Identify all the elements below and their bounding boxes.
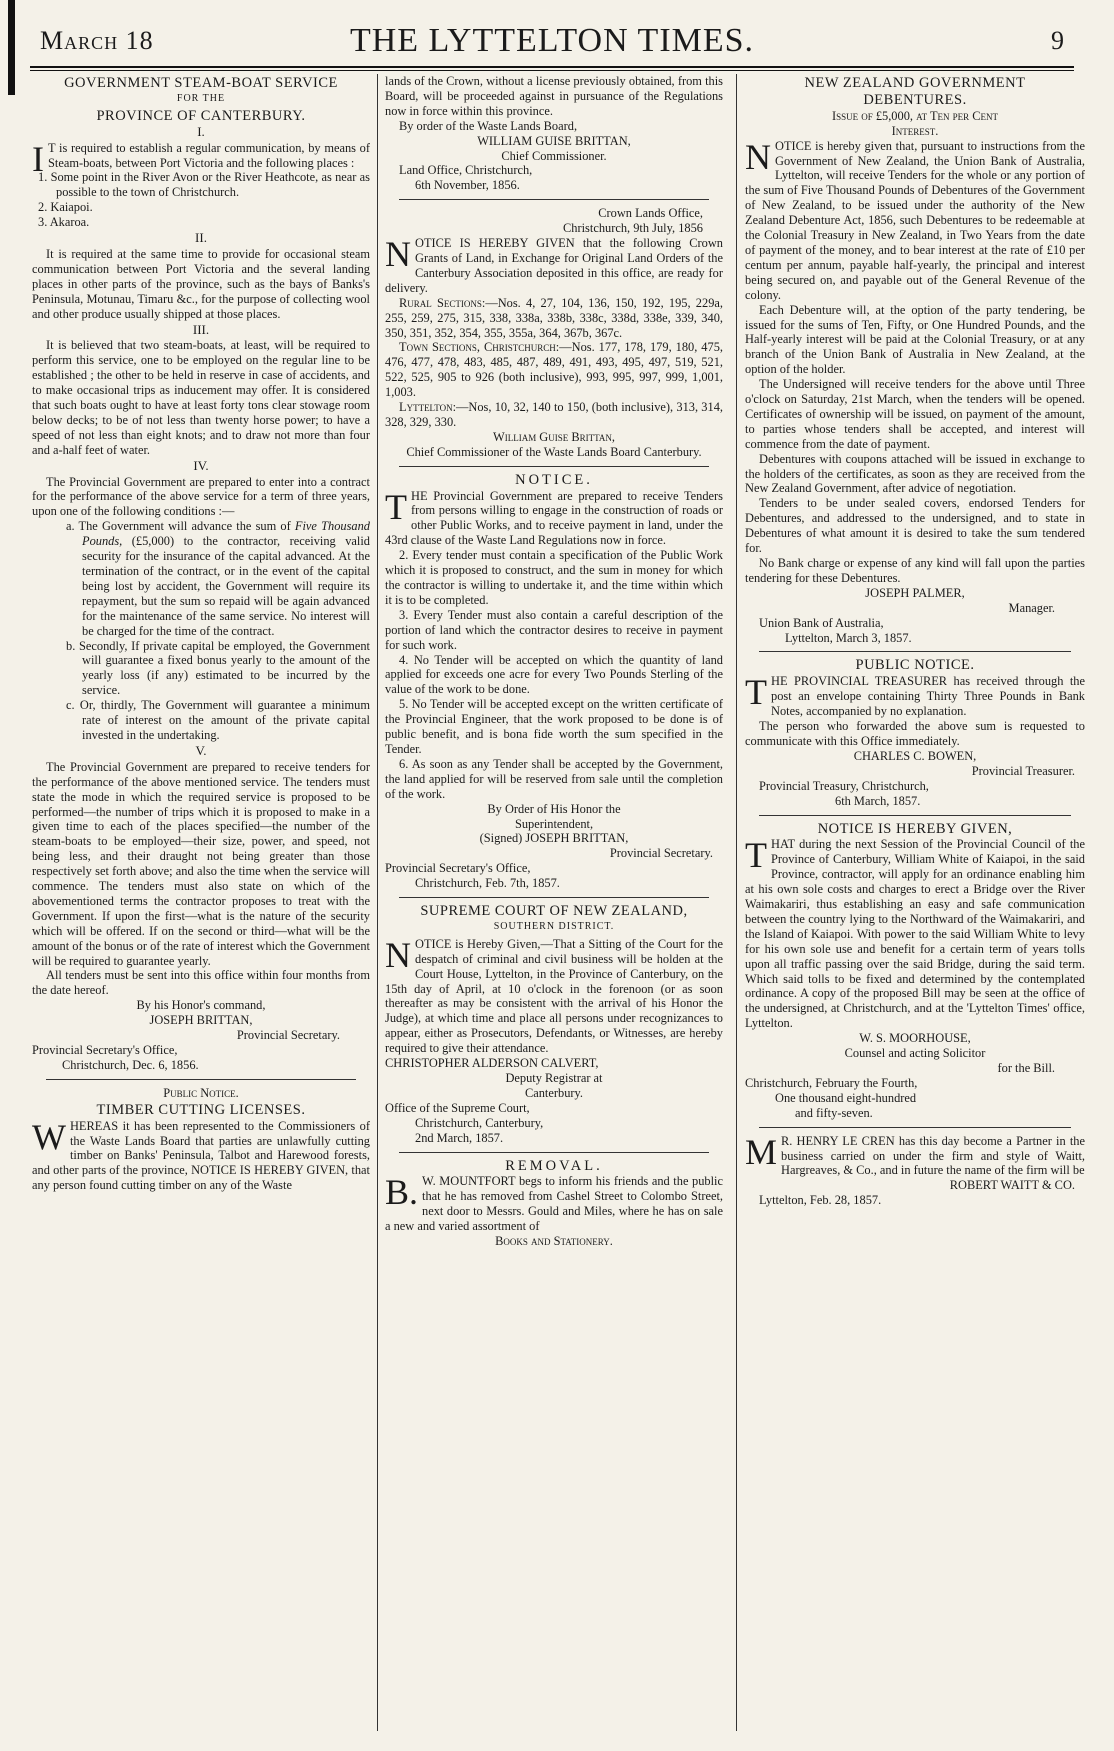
supreme-court-notice — [385, 904, 723, 1146]
date-line: 6th March, 1857. — [835, 793, 921, 808]
date-line: One thousand eight-hundred — [775, 1090, 917, 1105]
paragraph: The Provincial Government are prepared to receive tenders for the performance of the above mentioned service. The tenders must state the mode in which the required service is proposed to be performed—the number of trips which it is proposed to make in a given time to each of the places specified—the number of the steam-boats to be employed—their size, power, and speed, not being less, and their draught not being greater than those respectively set forth above; and also the time when the service will commence. The tenders must also state on which of the abovementioned terms the contractor proposes to treat with the Government. If upon the first—what is the nature of the security which will be offered. If on the second or third—what will be the amount of the bonus or of the rate of interest which the Government will be required to guarantee yearly. — [32, 759, 370, 968]
paragraph: The Undersigned will receive tenders for the above until Three o'clock on Saturday, 21st March, when the tenders will be opened. Certificates of ownership will be issued, on payment of the amount, to parties whose tenders shall be accepted, and interest will commence from the date of payment. — [745, 377, 1085, 451]
paragraph: T is required to establish a regular communication, by means of Steam-boats, between Port Victoria and the following places : — [48, 140, 370, 170]
removal-notice — [385, 1159, 723, 1249]
drop-cap: I — [32, 138, 44, 179]
order-line: By order of the Waste Lands Board, — [399, 118, 578, 133]
masthead-rule-thin — [30, 70, 1074, 71]
separator — [399, 897, 709, 898]
date-line: Lyttelton, Feb. 28, 1857. — [759, 1193, 882, 1208]
paragraph: HEREAS it has been represented to the Commissioners of the Waste Lands Board that parties are unlawfully cutting timber on Banks' Peninsula, Talbot and Harewood forests, and other parts of the province, NOTICE IS HEREBY GIVEN, that any person found cutting timber on any of the Waste — [32, 1118, 370, 1193]
le-cren-notice — [745, 1131, 1085, 1209]
signature-name: JOSEPH BRITTAN, — [149, 1013, 253, 1028]
drop-cap: N — [385, 934, 411, 975]
signature-name: W. S. MOORHOUSE, — [859, 1031, 971, 1046]
paragraph: OTICE is Hereby Given,—That a Sitting of the Court for the despatch of criminal and civil business will be holden at the Court House, Lyttelton, in the Province of Canterbury, on the 15th day of April, at 10 o'clock in the forenoon (or as soon thereafter as may be consistent with the arrival of his Honor the Judge), at which time and place all persons under recognizances to appear, either as Prosecutors, Defendants, or Witnesses, are hereby required to give their attendance. — [385, 936, 723, 1056]
notice-heading: NOTICE IS HEREBY GIVEN, — [817, 820, 1013, 837]
paragraph: 3. Every Tender must also contain a careful description of the portion of land which the contractor desires to receive in payment for such work. — [385, 607, 723, 652]
section-number: I. — [197, 123, 205, 139]
tenders-notice — [385, 473, 723, 891]
section-number: III. — [192, 321, 210, 337]
notice-subheading: SOUTHERN DISTRICT. — [493, 920, 615, 932]
notice-footer: Books and Stationery. — [495, 1234, 613, 1249]
list-item: 2. Kaiapoi. — [38, 200, 93, 215]
office-line: Office of the Supreme Court, — [385, 1100, 530, 1115]
drop-cap: M — [745, 1131, 778, 1172]
timber-notice — [32, 1086, 370, 1193]
paragraph: W. MOUNTFORT begs to inform his friends and the public that he has removed from Cashel Street to Colombo Street, next door to Messrs. Gould and Miles, where he has on sale a new and varied assortment of — [385, 1174, 723, 1234]
paragraph: OTICE is hereby given that, pursuant to instructions from the Government of New Zealand, the Union Bank of Australia, Lyttelton, will receive Tenders for the whole or any portion of the sum of Five Thousand Pounds of Debentures of the Government of New Zealand, to be issued under the authority of the New Zealand Debenture Act, 1856, such Debentures to be redeemable at the Colonial Treasury in New Zealand, in Two Years from the date of payment of the money, and to bear interest at the rate of £10 per centum per annum, payable half-yearly, the principal and interest being secured on, and payable out of the General Revenue of the colony. — [745, 138, 1085, 302]
paragraph: 2. Every tender must contain a specification of the Public Work which it is proposed to construct, and the sum in money for which the contractor is willing to undertake it, and the time within which it is to be completed. — [385, 548, 723, 607]
town-sections: Town Sections, Christchurch:—Nos. 177, 178, 179, 180, 475, 476, 477, 478, 483, 485, 487, 489, 491, 493, 495, 497, 519, 521, 522, 525, 905 to 926 (both inclusive), 993, 995, 997, 999, 1,001, 1,003. — [385, 340, 723, 400]
office-line: Provincial Secretary's Office, — [385, 861, 531, 876]
order-line: By Order of His Honor the — [487, 801, 621, 816]
column-1 — [32, 74, 370, 1751]
date-line: and fifty-seven. — [795, 1105, 873, 1120]
list-item: 3. Akaroa. — [38, 215, 90, 230]
office-line: Union Bank of Australia, — [759, 615, 884, 630]
issue-line: Interest. — [891, 123, 939, 138]
office-line: Provincial Treasury, Christchurch, — [759, 778, 929, 793]
signature-title: Chief Commissioner. — [501, 148, 607, 163]
signature-title: Provincial Secretary. — [236, 1028, 340, 1043]
firm-name: ROBERT WAITT & CO. — [949, 1178, 1075, 1193]
date-line: Christchurch, Dec. 6, 1856. — [62, 1057, 199, 1072]
paragraph: It is believed that two steam-boats, at least, will be required to perform this service, one to be employed on the regular line to be established ; the other to be held in reserve in case of accidents, and to make occasional trips as inducement may offer. It is considered that such boats ought to have at least forty tons clear stowage room below decks; to be of not less than twenty horse power; to have a speed of not less than eight knots; and to draw not more than four and a-half feet of water. — [32, 338, 370, 457]
signature-name: William Guise Brittan, — [493, 429, 615, 444]
notice-subheading: FOR THE — [176, 92, 226, 104]
signature-title: Canterbury. — [524, 1085, 584, 1100]
debentures-notice — [745, 76, 1085, 645]
paragraph: Each Debenture will, at the option of the party tendering, be issued for the sums of Ten, Fifty, or One Hundred Pounds, and the Half-yearly interest will be paid at the Colonial Treasury, or at any branch of the Union Bank of Australia in New Zealand, at the option of the holder. — [745, 302, 1085, 377]
date-line: 2nd March, 1857. — [415, 1130, 504, 1145]
office-line: Land Office, Christchurch, — [399, 163, 533, 178]
notice-heading: PROVINCE OF CANTERBURY. — [96, 107, 306, 124]
office-line: Provincial Secretary's Office, — [32, 1043, 178, 1057]
steamboat-notice — [32, 76, 370, 1073]
notice-label: Public Notice. — [163, 1085, 239, 1100]
drop-cap: W — [32, 1116, 66, 1157]
notice-heading: TIMBER CUTTING LICENSES. — [96, 1101, 306, 1118]
separator — [399, 199, 709, 200]
section-number: V. — [195, 742, 207, 758]
separator — [46, 1079, 356, 1080]
masthead-title: THE LYTTELTON TIMES. — [349, 22, 755, 59]
drop-cap: T — [745, 835, 767, 876]
signature-name: WILLIAM GUISE BRITTAN, — [477, 133, 631, 148]
order-line: Superintendent, — [514, 816, 594, 831]
office-line: Crown Lands Office, — [598, 206, 703, 221]
column-divider — [377, 74, 378, 1731]
paragraph: R. HENRY LE CREN has this day become a Partner in the business carried on under the firm and style of Waitt, Hargreaves, & Co., and in future the name of the firm will be — [781, 1133, 1085, 1178]
paragraph: Debentures with coupons attached will be issued in exchange to the holders of the certificates, as soon as they are received from the New Zealand Government, after advice of negotiation. — [745, 451, 1085, 496]
signature-name: CHARLES C. BOWEN, — [853, 748, 977, 763]
office-line: Christchurch, Canterbury, — [415, 1115, 544, 1130]
column-3 — [745, 74, 1085, 1751]
signature-title: Chief Commissioner of the Waste Lands Board Canterbury. — [406, 444, 702, 459]
drop-cap: T — [745, 672, 767, 713]
paragraph: 4. No Tender will be accepted on which the quantity of land applied for exceeds one acre for every Two Pounds Sterling of the value of the work to be done. — [385, 652, 723, 697]
section-number: IV. — [193, 457, 209, 473]
public-notice — [745, 658, 1085, 808]
separator — [399, 466, 709, 467]
paragraph: Tenders to be under sealed covers, endorsed Tenders for Debentures, and addressed to the undersigned, and to state in Debentures of what amount it is desired to take the sum tendered for. — [745, 496, 1085, 556]
notice-heading: REMOVAL. — [505, 1157, 603, 1174]
lyttelton-sections: Lyttelton:—Nos, 10, 32, 140 to 150, (both inclusive), 313, 314, 328, 329, 330. — [385, 400, 723, 429]
paragraph: HE Provincial Government are prepared to receive Tenders from persons willing to engage in the construction of roads or other Public Works, and to receive payment in land, under the 43rd clause of the Waste Land Regulations now in force. — [385, 488, 723, 548]
paragraph: HAT during the next Session of the Provincial Council of the Province of Canterbury, William White of Kaiapoi, in the said Province, contractor, will apply for an ordinance enabling him at his own sole costs and charges to erect a Bridge over the River Waimakariri, thus establishing an easy and safe communication between the country lying to the Northward of the Waimakariri, and the Island of Kaiapoi. With power to the said William White to levy for his own sole use and benefit for a certain term of years tolls upon all traffic passing over the said Bridge, during the said term. Which said tolls to be fixed and determined by the contemplated ordinance. A copy of the proposed Bill may be seen at the office of the undersigned, at Christchurch, and at the 'Lyttelton Times' office, Lyttelton. — [745, 837, 1085, 1031]
signature-title: Provincial Secretary. — [609, 846, 713, 861]
paragraph: The Provincial Government are prepared to enter into a contract for the performance of the above service for a term of three years, upon one of the following conditions :— — [32, 474, 370, 519]
paragraph: 6. As soon as any Tender shall be accepted by the Government, the land applied for will be reserved from sale until the completion of the work. — [385, 756, 723, 801]
date-line: Lyttelton, March 3, 1857. — [785, 630, 912, 645]
separator — [759, 815, 1071, 816]
signature-line: By his Honor's command, — [136, 998, 266, 1013]
condition-c: c. Or, thirdly, The Government will guarantee a minimum rate of interest on the amount of the private capital invested in the undertaking. — [66, 698, 370, 742]
notice-heading: PUBLIC NOTICE. — [855, 657, 975, 674]
notice-heading: DEBENTURES. — [863, 91, 967, 108]
paragraph: No Bank charge or expense of any kind will fall upon the parties tendering for these Debentures. — [745, 556, 1085, 585]
paragraph: 5. No Tender will be accepted except on the written certificate of the Provincial Engineer, that the work proposed to be done is of public benefit, and is bona fide worth the sum specified in the Tender. — [385, 697, 723, 756]
signature-title: for the Bill. — [997, 1061, 1055, 1075]
column-divider — [736, 74, 737, 1731]
notice-heading: GOVERNMENT STEAM-BOAT SERVICE — [64, 75, 338, 91]
separator — [759, 1127, 1071, 1128]
separator — [759, 651, 1071, 652]
date-line: Christchurch, Feb. 7th, 1857. — [415, 876, 560, 891]
date-line: Christchurch, February the Fourth, — [745, 1075, 918, 1090]
bridge-notice — [745, 822, 1085, 1121]
signature-name: (Signed) JOSEPH BRITTAN, — [479, 831, 629, 846]
notice-heading: SUPREME COURT OF NEW ZEALAND, — [420, 903, 688, 920]
paragraph: HE PROVINCIAL TREASURER has received through the post an envelope containing Thirty Three Pounds in Bank Notes, accompanied by no explanation. — [771, 674, 1085, 719]
paragraph: It is required at the same time to provide for occasional steam communication between Port Victoria and the several landing places in other parts of the province, such as the bays of Banks's Peninsula, Motunau, Timaru &c., for the purpose of collecting wool and other produce usually shipped at those places. — [32, 246, 370, 321]
list-item: 1. Some point in the River Avon or the River Heathcote, as near as possible to the town of Christchurch. — [38, 170, 370, 200]
signature-title: Deputy Registrar at — [505, 1071, 603, 1085]
date-line: 6th November, 1856. — [415, 178, 520, 193]
drop-cap: T — [385, 486, 407, 527]
signature-name: CHRISTOPHER ALDERSON CALVERT, — [385, 1056, 599, 1071]
separator — [399, 1152, 709, 1153]
condition-a: a. The Government will advance the sum of Five Thousand Pounds, (£5,000) to the contractor, receiving valid security for the insurance of the capital advanced. At the termination of the contract, or in the event of the capital being lost by accident, the Government will require its repayment, but the sum so repaid will be again advanced for the maintenance of the same service. No interest will be charged for the time of the contract. — [66, 519, 370, 638]
masthead-date: March 18 — [40, 26, 154, 55]
column-2 — [385, 74, 723, 1751]
rural-sections: Rural Sections:—Nos. 4, 27, 104, 136, 150, 192, 195, 229a, 255, 259, 275, 315, 338, 338a, 338b, 338c, 338d, 338e, 339, 340, 350, 351, 352, 354, 355, 355a, 364, 367b, 367c. — [385, 295, 723, 340]
drop-cap: N — [385, 234, 411, 275]
section-number: II. — [195, 230, 207, 246]
notice-heading: NOTICE. — [515, 471, 593, 488]
page-number: 9 — [1051, 26, 1064, 55]
issue-line: Issue of £5,000, at Ten per Cent — [831, 108, 998, 123]
condition-b: b. Secondly, If private capital be employed, the Government will guarantee a fixed bonus yearly to the amount of the yearly loss (if any) estimated to be incurred by the service. — [66, 638, 370, 698]
drop-cap: N — [745, 136, 771, 177]
signature-title: Counsel and acting Solicitor — [844, 1046, 986, 1061]
drop-cap: B. — [385, 1172, 419, 1213]
crown-grants-notice — [385, 206, 723, 459]
paragraph: All tenders must be sent into this office within four months from the date hereof. — [32, 968, 370, 998]
paragraph: OTICE IS HEREBY GIVEN that the following Crown Grants of Land, in Exchange for Original Land Orders of the Canterbury Association deposited in this office, are ready for delivery. — [385, 236, 723, 295]
notice-heading: NEW ZEALAND GOVERNMENT — [804, 75, 1026, 91]
masthead-rule — [30, 66, 1074, 68]
signature-title: Provincial Treasurer. — [971, 763, 1075, 778]
signature-name: JOSEPH PALMER, — [865, 585, 965, 600]
date-line: Christchurch, 9th July, 1856 — [563, 221, 703, 236]
binding-rule — [8, 0, 15, 95]
masthead — [30, 22, 1074, 62]
paragraph: lands of the Crown, without a license previously obtained, from this Board, will be proceeded against in pursuance of the Regulations now in force within this province. — [385, 74, 723, 118]
paragraph: The person who forwarded the above sum is requested to communicate with this Office immediately. — [745, 719, 1085, 748]
signature-title: Manager. — [1008, 600, 1055, 615]
